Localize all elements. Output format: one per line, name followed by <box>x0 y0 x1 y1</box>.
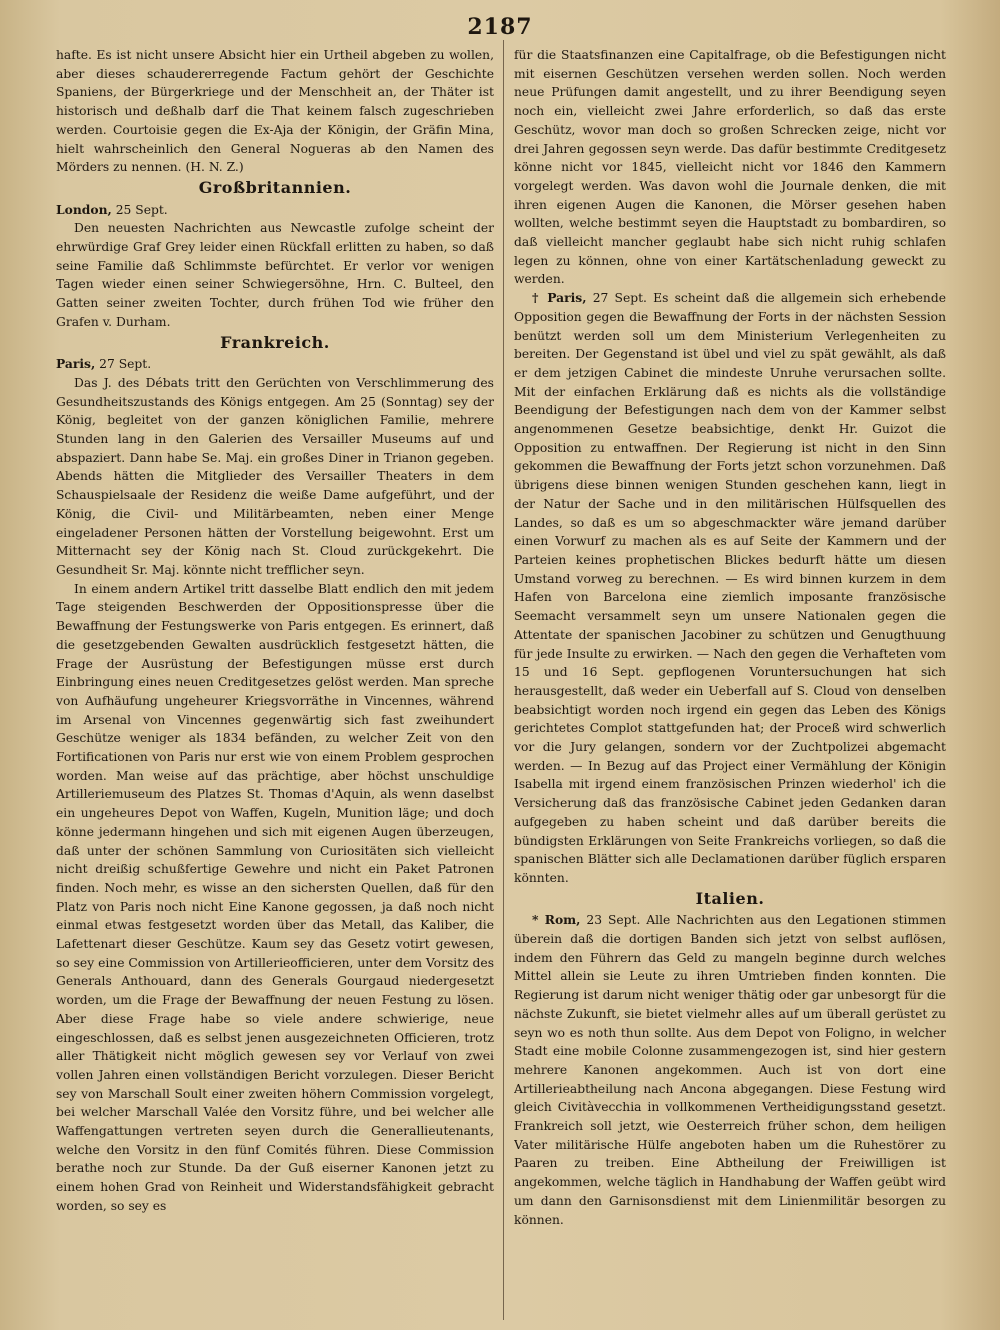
paragraph-text: für die Staatsfinanzen eine Capitalfrage, ob die Befestigungen nicht mit eisernen Geschützen versehen werden sollen. Noch werden neue Prüfungen damit angestellt, und zu ihrer Beendigung seyen noch ein, vielleicht zwei Jahre erforderlich, so daß das erste Geschütz, wovor man doch so großen Schrecken zeige, nicht vor drei Jahren gegossen seyn werde. Das dafür bestimmte Creditgesetz könne nicht vor 1845, vielleicht nicht vor 1846 den Kammern vorgelegt werden. Was davon wohl die Journale denken, die mit ihren eigenen Augen die Kanonen, die Mörser gesehen haben wollten, welche bestimmt seyen die Hauptstadt zu bombardiren, so daß vielleicht mancher geglaubt habe sich nicht ruhig schlafen legen zu können, ohne von einer Kartätschenladung geweckt zu werden. <box>514 48 946 287</box>
article-paragraph <box>56 580 494 1216</box>
article-paragraph <box>514 911 946 1229</box>
dateline: London, <box>56 201 112 217</box>
paragraph-text: 27 Sept. Es scheint daß die allgemein sich erhebende Opposition gegen die Bewaffnung der Forts in der nächsten Session benützt werden soll um dem Ministerium Verlegenheiten zu bereiten. Der Gegenstand ist übel und viel zu spät gewählt, als daß er dem jetzigen Cabinet die mindeste Unruhe verursachen sollte. Mit der einfachen Erklärung daß es nichts als die vollständige Beendigung der Befestigungen nach dem von der Kammer selbst angenommenen Gesetze beabsichtige, denkt Hr. Guizot die Opposition zu entwaffnen. Der Regierung ist nicht in den Sinn gekommen die Bewaffnung der Forts jetzt schon vorzunehmen. Daß übrigens diese binnen wenigen Stunden geschehen kann, liegt in der Natur der Sache und in den militärischen Hülfsquellen des Landes, so daß es um so abgeschmackter wäre jemand darüber einen Vorwurf zu machen als es auf Seite der Kammern und der Parteien keines prophetischen Blickes bedurft hätte um diesen Umstand vorweg zu berechnen. — Es wird binnen kurzem in dem Hafen von Barcelona eine ziemlich imposante französische Seemacht versammelt seyn um unsere Nationalen gegen die Attentate der spanischen Jacobiner zu schützen und Genugthuung für jede Insulte zu erwirken. — Nach den gegen die Verhafteten vom 15 und 16 Sept. gepflogenen Voruntersuchungen hat sich herausgestellt, daß weder ein Ueberfall auf S. Cloud von denselben beabsichtigt worden noch irgend ein gegen das Leben des Königs gerichtetes Complot stattgefunden hat; der Proceß wird schwerlich vor die Jury gelangen, sondern vor der Zuchtpolizei abgemacht werden. — In Bezug auf das Project einer Vermählung der Königin Isabella mit irgend einem französischen Prinzen wiederhol' ich die Versicherung daß das französische Cabinet jeden Gedanken daran aufgegeben zu haben scheint und daß darüber bereits die bündigsten Erklärungen von Seite Frankreichs vorliegen, so daß die spanischen Blätter sich alle Declamationen darüber füglich ersparen könnten. <box>514 291 946 885</box>
dateline: Paris, <box>56 356 96 372</box>
paragraph-text: In einem andern Artikel tritt dasselbe Blatt endlich den mit jedem Tage steigenden Beschwerden der Oppositionspresse über die Bewaffnung der Festungswerke von Paris entgegen. Es erinnert, daß die gesetzgebenden Gewalten ausdrücklich festgesetzt hätten, die Frage der Ausrüstung der Befestigungen müsse erst durch Einbringung eines neuen Creditgesetzes gelöst werden. Man spreche von Aufhäufung ungeheurer Kriegsvorräthe in Vincennes, während im Arsenal von Vincennes gegenwärtig sich fast zweihundert Geschütze weniger als 1834 befänden, zu welcher Zeit von den Fortificationen von Paris nur erst wie von einem Problem gesprochen worden. Man weise auf das prächtige, aber höchst unschuldige Artilleriemuseum des Platzes St. Thomas d'Aquin, als wenn daselbst ein ungeheures Depot von Waffen, Kugeln, Munition läge; und doch könne jedermann hingehen und sich mit eigenen Augen überzeugen, daß unter der schönen Sammlung von Curiositäten sich vielleicht nicht dreißig schußfertige Gewehre und nicht ein Paket Patronen finden. Noch mehr, es wisse an den sichersten Quellen, daß für den Platz von Paris noch nicht Eine Kanone gegossen, ja daß noch nicht einmal etwas festgesetzt worden über das Metall, das Kaliber, die Lafettenart dieser Geschütze. Kaum sey das Gesetz votirt gewesen, so sey eine Commission von Artillerieofficieren, unter dem Vorsitz des Generals Anthouard, dann des Generals Gourgaud niedergesetzt worden, um die Frage der Bewaffnung der neuen Festung zu lösen. Aber diese Frage habe so viele andere schwierige, neue eingeschlossen, daß es selbst jenen ausgezeichneten Officieren, trotz aller Thätigkeit nicht möglich gewesen sey vor Verlauf von zwei vollen Jahren einen vollständigen Bericht vorzulegen. Dieser Bericht sey von Marschall Soult einer zweiten höhern Commission vorgelegt, bei welcher Marschall Valée den Vorsitz führe, und bei welcher alle Waffengattungen vertreten seyen durch die Generallieutenants, welche den Vorsitz in den fünf Comités führen. Diese Commission berathe noch zur Stunde. Da der Guß eiserner Kanonen jetzt zu einem hohen Grad von Reinheit und Widerstandsfähigkeit gebracht worden, so sey es <box>56 581 494 1213</box>
article-paragraph <box>56 374 494 580</box>
paragraph-text: Den neuesten Nachrichten aus Newcastle zufolge scheint der ehrwürdige Graf Grey leider einen Rückfall erlitten zu haben, so daß seine Familie daß Schlimmste befürchtet. Er verlor vor wenigen Tagen wieder einen seiner Schwiegersöhne, Hrn. C. Bulteel, den Gatten seiner zweiten Tochter, durch frühen Tod wie früher den Grafen v. Durham. <box>56 221 494 329</box>
column-divider <box>503 40 504 1320</box>
article-paragraph <box>56 46 494 177</box>
paragraph-text: Das J. des Débats tritt den Gerüchten von Verschlimmerung des Gesundheitszustands des Königs entgegen. Am 25 (Sonntag) sey der König, begleitet von der ganzen königlichen Familie, mehrere Stunden lang in den Galerien des Versailler Museums auf und abspaziert. Dann habe Se. Maj. ein großes Diner in Trianon gegeben. Abends hätten die Mitglieder des Versailler Theaters in dem Schauspielsaale der Residenz die weiße Dame aufgeführt, und der König, die Civil- und Militärbeamten, neben einer Menge eingeladener Personen hätten der Vorstellung beigewohnt. Erst um Mitternacht sey der König nach St. Cloud zurückgekehrt. Die Gesundheit Sr. Maj. könnte nicht trefflicher seyn. <box>56 375 494 577</box>
paragraph-text: hafte. Es ist nicht unsere Absicht hier ein Urtheil abgeben zu wollen, aber dieses schaudererregende Factum gehört der Geschichte Spaniens, der Bürgerkriege und der Menschheit an, der Thäter ist historisch und deßhalb darf die That keinem falsch zugeschrieben werden. Courtoisie gegen die Ex-Aja der Königin, der Gräfin Mina, hielt wahrscheinlich den General Nogueras ab den Namen des Mörders zu nennen. (H. N. Z.) <box>56 48 494 175</box>
dateline: † Paris, <box>532 290 587 306</box>
page-number: 2187 <box>467 14 533 40</box>
right-column <box>514 46 946 1316</box>
paragraph-text: 25 Sept. <box>111 202 168 217</box>
left-column <box>56 46 494 1316</box>
article-paragraph <box>56 355 494 374</box>
article-paragraph <box>56 219 494 331</box>
section-heading: Italien. <box>695 888 765 908</box>
article-paragraph <box>514 289 946 888</box>
paragraph-text: 23 Sept. Alle Nachrichten aus den Legationen stimmen überein daß die dortigen Banden sich jetzt von selbst auflösen, indem den Führern das Geld zu mangeln beginne durch welches Mittel allein sie Leute zu ihren Umtrieben finden konnten. Die Regierung ist darum nicht weniger thätig oder gar unbesorgt für die nächste Zukunft, sie bietet vielmehr alles auf um überall gerüstet zu seyn wo es noth thun sollte. Aus dem Depot von Foligno, in welcher Stadt eine mobile Colonne zusammengezogen ist, sind hier gestern mehrere Kanonen angekommen. Auch ist von dort eine Artillerieabtheilung nach Ancona abgegangen. Diese Festung wird gleich Civitàvecchia in vollkommenen Vertheidigungsstand gesetzt. Frankreich soll jetzt, wie Oesterreich früher schon, dem heiligen Vater militärische Hülfe angeboten haben um die Ruhestörer zu Paaren zu treiben. Eine Abtheilung der Freiwilligen ist angekommen, welche täglich in Handhabung der Waffen geübt wird um dann den Garnisonsdienst mit dem Linienmilitär besorgen zu können. <box>514 913 946 1227</box>
section-heading: Frankreich. <box>220 332 330 352</box>
paragraph-text: 27 Sept. <box>95 357 152 372</box>
dateline: * Rom, <box>532 912 581 928</box>
section-heading: Großbritannien. <box>198 177 352 197</box>
article-paragraph <box>514 46 946 289</box>
article-paragraph <box>56 201 494 220</box>
